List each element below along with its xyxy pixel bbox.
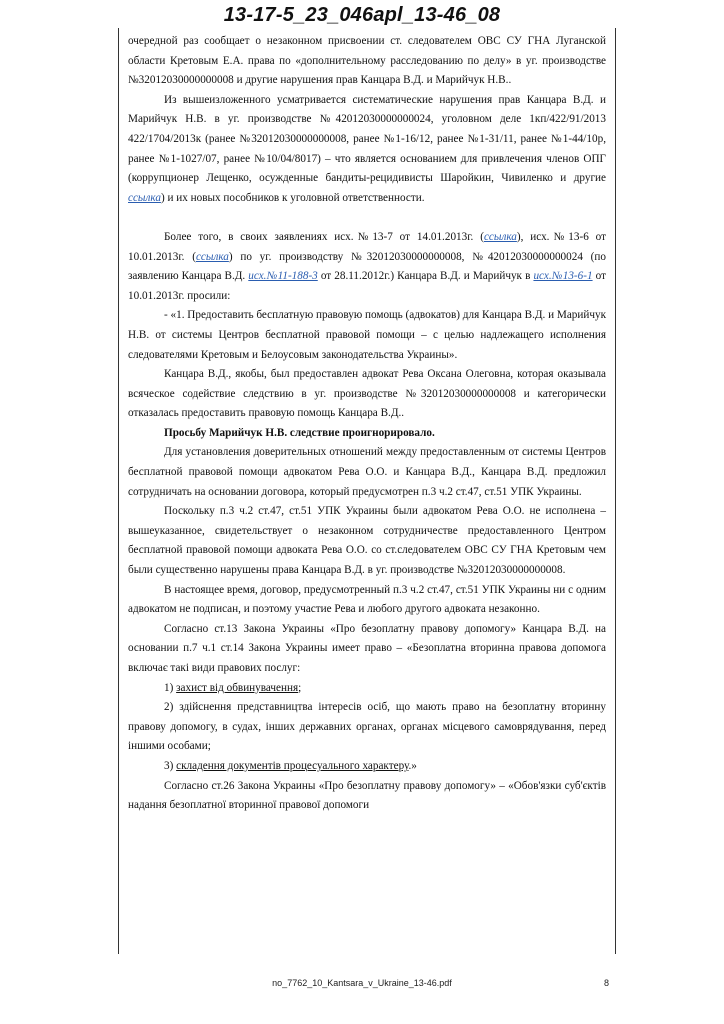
paragraph: Поскольку п.3 ч.2 ст.47, ст.51 УПК Украины были адвокатом Рева О.О. не исполнена – вышеуказанное, свидетельствует о незаконном сотрудничестве предоставленного Центром бесплатной правовой помощи адвоката Рева О.О. со ст.следователем ОВС СУ ГНА Кретовым чем были существенно нарушены права Канцара В.Д. в уг. производстве №32012030000000008.	[128, 505, 606, 577]
text: Более того, в своих заявлениях исх.№13-7 от 14.01.2013г. (	[164, 230, 484, 243]
text: ) и их новых пособников к уголовной ответственности.	[160, 191, 425, 204]
blank-line	[128, 208, 606, 228]
text: от 28.11.2012г.) Канцара В.Д. и Марийчук в	[317, 270, 534, 283]
paragraph	[128, 679, 606, 699]
paragraph: очередной раз сообщает о незаконном присвоении ст. следователем ОВС СУ ГНА Луганской области Кретовым Е.А. права по «дополнительному расследованию по делу» в уг. производстве №32012030000000008 и другие нарушения прав Канцара В.Д. и Марийчук Н.В..	[128, 35, 606, 87]
text: Из вышеизложенного усматривается систематические нарушения прав Канцара В.Д. и Марийчук Н.В. в уг. производстве №42012030000000024, уголовном деле 1кп/422/91/2013 422/1704/2013к (ранее №32012030000000008, ранее №1-16/12, ранее №1-31/11, ранее №1-44/10р, ранее №1-1027/07, ранее №10/04/8017) – что является основанием для привлечения членов ОПГ (коррупционер Лещенко, осужденные бандиты-рецидивисты Шаройкин, Чивиленко и другие	[128, 93, 606, 185]
paragraph: Просьбу Марийчук Н.В. следствие проигнорировало.	[164, 426, 435, 439]
text: ) по уг. производству №32012030000000008, №42012030000000024 (по заявлению Канцара В.Д.	[128, 250, 606, 283]
paragraph: Канцара В.Д., якобы, был предоставлен адвокат Рева Оксана Олеговна, которая оказывала всяческое содействие следствию в уг. производстве №32012030000000008 и категорически отказалась предоставить правовую помощь Канцара В.Д..	[128, 368, 606, 420]
paragraph: 2) здійснення представництва інтересів осіб, що мають право на безоплатну вторинну правову допомогу, в судах, інших державних органах, органах місцевого самоврядування, перед іншими особами;	[128, 701, 606, 753]
underlined-text: захист від обвинувачення	[176, 681, 299, 694]
paragraph: Согласно ст.13 Закона Украины «Про безоплатну правову допомогу» Канцара В.Д. на основании п.7 ч.1 ст.14 Закона Украины имеет право – «Безоплатна вторинна правова допомога включає такі види правових послуг:	[128, 622, 606, 674]
paragraph: - «1. Предоставить бесплатную правовую помощь (адвокатов) для Канцара В.Д. и Марийчук Н.В. от системы Центров бесплатной правовой помощи – с целью надлежащего исполнения следователями Кретовым и Белоусовым законодательства Украины».	[128, 309, 607, 361]
paragraph	[128, 228, 606, 306]
text: .»	[408, 759, 417, 772]
link[interactable]: исх.№13-6-1	[533, 270, 593, 283]
paragraph: В настоящее время, договор, предусмотренный п.3 ч.2 ст.47, ст.51 УПК Украины ни с одним адвокатом не подписан, и поэтому участие Рева и любого другого адвоката незаконно.	[128, 583, 606, 616]
text: от 10.01.2013г. просили:	[128, 270, 606, 302]
link[interactable]: ссылка	[128, 191, 161, 204]
text: 1)	[164, 681, 177, 694]
link[interactable]: ссылка	[483, 230, 517, 243]
document-body	[128, 32, 606, 816]
footer-filename: no_7762_10_Kantsara_v_Ukraine_13-46.pdf	[272, 978, 452, 988]
paragraph	[128, 757, 606, 777]
text: ), исх.№13-6 от 10.01.2013г. (	[128, 230, 606, 263]
text: 3)	[164, 759, 177, 772]
paragraph: Согласно ст.26 Закона Украины «Про безоплатну правову допомогу» – «Обов'язки суб'єктів надання безоплатної вторинної правової допомоги	[128, 779, 606, 812]
link[interactable]: исх.№11-188-3	[248, 270, 318, 283]
paragraph	[128, 91, 606, 209]
page-number: 8	[604, 978, 610, 988]
underlined-text: складення документів процесуального характеру	[176, 759, 409, 772]
document-header: 13-17-5_23_046apl_13-46_08	[223, 4, 501, 26]
text: ;	[298, 681, 302, 694]
link[interactable]: ссылка	[195, 250, 229, 263]
paragraph: Для установления доверительных отношений между предоставленным от системы Центров бесплатной правовой помощи адвокатом Рева О.О. и Канцара В.Д., Канцара В.Д. предложил сотрудничать на основании договора, который предусмотрен п.3 ч.2 ст.47, ст.51 УПК Украины.	[128, 446, 606, 498]
